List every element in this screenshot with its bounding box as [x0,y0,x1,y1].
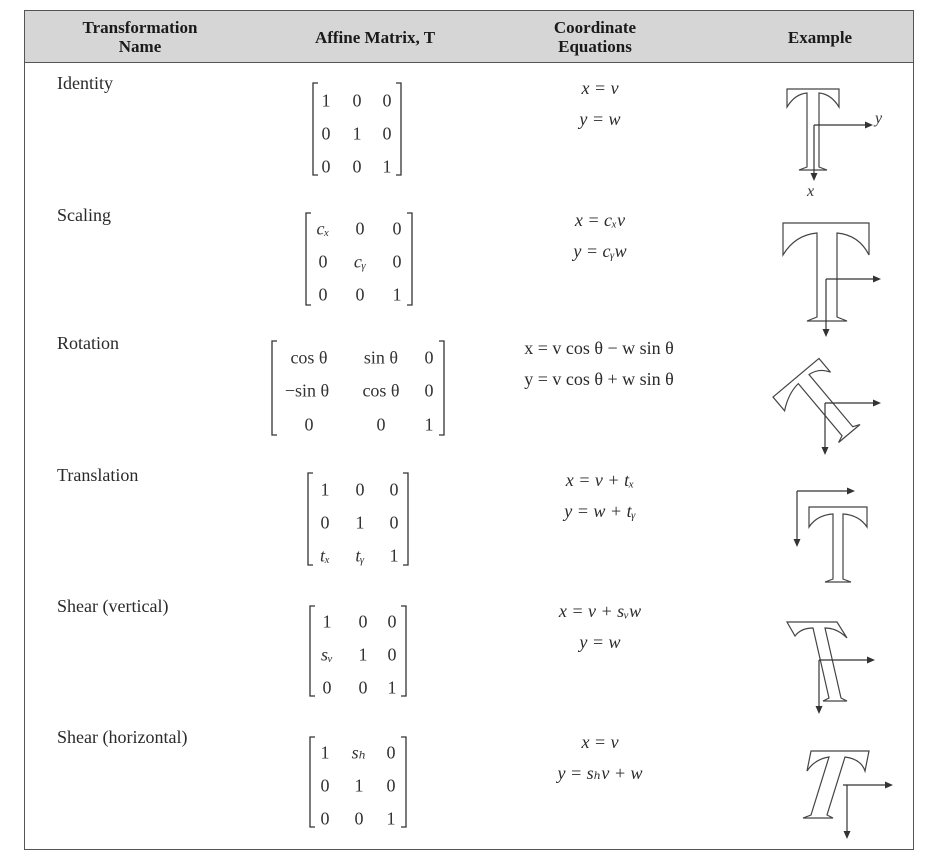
matrix-cell: 0 [358,611,368,632]
affine-matrix [271,339,445,437]
matrix-cell: 0 [392,218,402,239]
matrix-cell: 0 [320,775,330,796]
matrix-cell: 0 [355,479,365,500]
matrix-cell: 0 [320,512,330,533]
matrix-cell: −sin θ [284,380,330,401]
equation-x: x = v [581,78,619,98]
axis-label-y: y [875,110,883,127]
matrix-cell: 1 [387,677,397,698]
equation-x: x = v cos θ − w sin θ [524,338,674,358]
equation-x: x = v [581,732,619,752]
matrix-cell: 1 [322,611,332,632]
row-name: Rotation [57,333,119,353]
header-affine-matrix: Affine Matrix, T [314,27,436,47]
row-name: Scaling [57,205,111,225]
matrix-cell: 0 [322,677,332,698]
equation-y: y = w [579,632,621,652]
affine-matrix [312,81,402,177]
coordinate-equations [475,596,725,658]
header-transformation-name: Transformation Name [82,18,198,56]
coordinate-equations [479,333,719,395]
matrix-cell: 0 [355,284,365,305]
matrix-cell: tᵧ [355,545,365,566]
matrix-cell: 1 [358,644,368,665]
matrix-cell: 0 [376,414,386,435]
matrix-cell: sᵥ [320,644,334,665]
matrix-cell: 1 [321,90,331,111]
equation-x: x = v + tₓ [565,470,635,490]
matrix-cell: 0 [318,284,328,305]
axis-label-x: x [807,183,815,200]
row-name: Shear (horizontal) [57,727,188,747]
matrix-cell: 0 [389,479,399,500]
example-shear-horizontal-figure [787,737,887,852]
matrix-cell: tₓ [319,545,331,566]
matrix-cell: 0 [352,90,362,111]
matrix-cell: cₓ [316,218,330,239]
example-translation-figure [787,477,887,592]
affine-matrix [309,735,407,829]
matrix-cell: 1 [392,284,402,305]
coordinate-equations [475,465,725,527]
matrix-cell: 0 [352,156,362,177]
example-identity-figure [781,79,891,204]
table-header [25,11,913,63]
row-name: Identity [57,73,113,93]
matrix-cell: 1 [355,512,365,533]
matrix-cell: 0 [354,808,364,829]
matrix-cell: sin θ [363,347,399,368]
matrix-cell: 0 [424,347,434,368]
affine-matrix [309,604,407,698]
matrix-cell: 0 [386,742,396,763]
affine-matrix [307,471,409,567]
affine-transform-table [24,10,914,850]
matrix-cell: 0 [389,512,399,533]
coordinate-equations [475,205,725,267]
matrix-cell: 0 [386,775,396,796]
matrix-cell: 0 [382,123,392,144]
matrix-cell: 0 [424,380,434,401]
equation-y: y = w + tᵧ [564,501,636,521]
matrix-cell: 0 [358,677,368,698]
matrix-cell: 0 [304,414,314,435]
matrix-cell: 1 [352,123,362,144]
matrix-cell: 1 [382,156,392,177]
example-scaling-figure [775,213,885,342]
matrix-cell: 0 [392,251,402,272]
example-rotation-figure [783,345,893,462]
example-shear-vertical-figure [783,608,883,723]
matrix-cell: 0 [318,251,328,272]
row-name: Translation [57,465,139,485]
equation-y: y = w [579,109,621,129]
matrix-cell: sₕ [351,742,367,763]
matrix-cell: 1 [424,414,434,435]
equation-y: y = v cos θ + w sin θ [524,369,674,389]
equation-y: y = cᵧw [573,241,627,261]
matrix-cell: 0 [382,90,392,111]
matrix-cell: 0 [387,611,397,632]
coordinate-equations [475,73,725,135]
equation-x: x = cₓv [574,210,626,230]
matrix-cell: cos θ [362,380,400,401]
matrix-cell: 0 [321,123,331,144]
equation-x: x = v + sᵥw [558,601,642,621]
header-coordinate-equations: Coordinate Equations [553,18,637,56]
matrix-cell: 1 [354,775,364,796]
matrix-cell: 1 [320,742,330,763]
matrix-cell: 1 [386,808,396,829]
matrix-cell: 0 [321,156,331,177]
affine-matrix [305,211,413,307]
equation-y: y = sₕv + w [557,763,643,783]
row-name: Shear (vertical) [57,596,169,616]
matrix-cell: 0 [387,644,397,665]
matrix-cell: cos θ [290,347,328,368]
header-example: Example [787,27,853,47]
matrix-cell: 1 [389,545,399,566]
matrix-cell: cᵧ [353,251,367,272]
coordinate-equations [475,727,725,789]
matrix-cell: 0 [355,218,365,239]
matrix-cell: 0 [320,808,330,829]
matrix-cell: 1 [320,479,330,500]
